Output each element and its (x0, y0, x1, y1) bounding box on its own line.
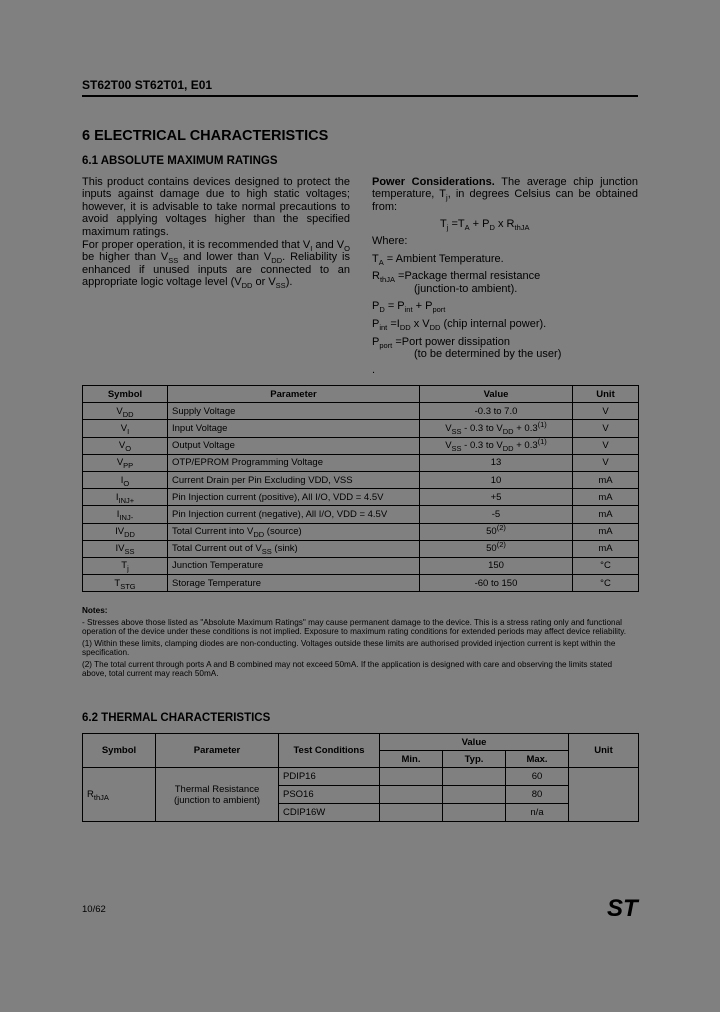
param-cell: Output Voltage (168, 437, 420, 454)
value-cell: 13 (420, 454, 573, 471)
col-parameter: Parameter (156, 734, 279, 768)
table-row (83, 454, 639, 471)
value-cell: -0.3 to 7.0 (420, 403, 573, 420)
min-cell (380, 786, 443, 804)
symbol-cell: $T_j$ (83, 557, 168, 574)
col-symbol: Symbol (83, 734, 156, 768)
table-row (83, 768, 639, 786)
paragraph-protection: This product contains devices designed to protect the inputs against damage due to high static voltages; however, it is advisable to take normal precautions to avoid applying voltages higher than the specified maximum ratings. (82, 176, 350, 238)
unit-cell: mA (573, 540, 639, 557)
symbol-cell: $T_{STG}$ (83, 575, 168, 592)
table-row (83, 557, 639, 574)
note-1: (1) Within these limits, clamping diodes are non-conducting. Voltages outside these limits are authorised provided injection current is kept within the specification. (82, 638, 616, 657)
col-max: Max. (506, 751, 569, 768)
table-row (83, 506, 639, 523)
cond-cell: PDIP16 (279, 768, 380, 786)
unit-cell: mA (573, 506, 639, 523)
param-cell: Pin Injection current (negative), All I/O, VDD = 4.5V (168, 506, 420, 523)
notes-block (82, 606, 638, 679)
param-cell: Junction Temperature (168, 557, 420, 574)
cond-cell: PSO16 (279, 786, 380, 804)
symbol-cell: $I_{INJ-}$ (83, 506, 168, 523)
def-pd: $P_D = P_{int} + P_{port}$ (372, 300, 446, 315)
table-row (83, 575, 639, 592)
def-pint: $P_{int} =I_{DD}$ x $V_{DD}$ (chip internal power). (372, 318, 547, 333)
col-unit: Unit (569, 734, 639, 768)
symbol-cell: $V_{PP}$ (83, 454, 168, 471)
symbol-cell: $V_{DD}$ (83, 403, 168, 420)
value-cell: -60 to 150 (420, 575, 573, 592)
def-rthja-cont: (junction-to ambient). (414, 283, 518, 295)
symbol-cell: $IV_{DD}$ (83, 523, 168, 540)
col-symbol: Symbol (83, 386, 168, 403)
note-stress: - Stresses above those listed as "Absolute Maximum Ratings" may cause permanent damage to the device. This is a stress rating only and functional operation of the device under these conditions is not implied. Exposure to maximum rating conditions for extended periods may affect device reliability. (82, 617, 627, 636)
param-cell: Total Current into $V_{DD}$ (source) (168, 523, 420, 540)
symbol-cell: $R_{thJA}$ (83, 768, 156, 822)
col-test-conditions: Test Conditions (279, 734, 380, 768)
symbol-cell: $V_I$ (83, 420, 168, 437)
symbol-cell: $I_O$ (83, 471, 168, 488)
min-cell (380, 804, 443, 822)
subsection-title-thermal: 6.2 THERMAL CHARACTERISTICS (82, 712, 271, 724)
def-pport-cont: (to be determined by the user) (414, 348, 562, 360)
value-cell: 150 (420, 557, 573, 574)
def-pport: $P_{port}$ =Port power dissipation (372, 336, 510, 351)
col-unit: Unit (573, 386, 639, 403)
thermal-table (82, 733, 639, 822)
symbol-cell: $V_O$ (83, 437, 168, 454)
param-cell: Total Current out of $V_{SS}$ (sink) (168, 540, 420, 557)
typ-cell (443, 804, 506, 822)
table-row (83, 471, 639, 488)
unit-cell: V (573, 420, 639, 437)
stray-dot: . (372, 364, 376, 376)
col-min: Min. (380, 751, 443, 768)
symbol-cell: $IV_{SS}$ (83, 540, 168, 557)
value-cell: 50$^{(2)}$ (420, 523, 573, 540)
section-title: 6 ELECTRICAL CHARACTERISTICS (82, 128, 329, 144)
param-cell: Current Drain per Pin Excluding VDD, VSS (168, 471, 420, 488)
unit-cell: V (573, 454, 639, 471)
param-cell: Storage Temperature (168, 575, 420, 592)
unit-cell: mA (573, 471, 639, 488)
col-parameter: Parameter (168, 386, 420, 403)
param-cell: Pin Injection current (positive), All I/O, VDD = 4.5V (168, 489, 420, 506)
header-rule (82, 95, 638, 97)
col-value: Value (420, 386, 573, 403)
param-cell: Supply Voltage (168, 403, 420, 420)
running-header: ST62T00 ST62T01, E01 (82, 78, 213, 92)
absolute-max-table (82, 385, 639, 592)
table-row (83, 540, 639, 557)
unit-cell: °C (573, 557, 639, 574)
unit-cell: V (573, 437, 639, 454)
table-row (83, 437, 639, 454)
max-cell: n/a (506, 804, 569, 822)
where-label: Where: (372, 235, 408, 247)
unit-cell: mA (573, 489, 639, 506)
table-row (83, 403, 639, 420)
st-logo (604, 894, 640, 920)
table-header-row (83, 734, 639, 751)
typ-cell (443, 786, 506, 804)
unit-cell: mA (573, 523, 639, 540)
symbol-cell: $I_{INJ+}$ (83, 489, 168, 506)
param-cell: Input Voltage (168, 420, 420, 437)
subsection-title-absolute-max: 6.1 ABSOLUTE MAXIMUM RATINGS (82, 155, 278, 167)
min-cell (380, 768, 443, 786)
typ-cell (443, 768, 506, 786)
st-logo-text: ST (607, 895, 638, 920)
value-cell: +5 (420, 489, 573, 506)
value-cell: $V_{SS} - 0.3$ to $V_{DD} + 0.3^{(1)}$ (420, 437, 573, 454)
unit-cell: V (573, 403, 639, 420)
col-value: Value (380, 734, 569, 751)
equation-tj: $T_j =T_A + P_D$ x $R_{thJA}$ (440, 218, 530, 233)
table-row (83, 420, 639, 437)
max-cell: 80 (506, 786, 569, 804)
paragraph-power: Power Considerations. The average chip junction temperature, $T_j$, in degrees Celsius can be obtained from: (372, 176, 638, 213)
page-number: 10/62 (82, 904, 106, 915)
param-cell: Thermal Resistance (junction to ambient) (156, 768, 279, 822)
paragraph-operation: For proper operation, it is recommended that $V_I$ and $V_O$ be higher than $V_{SS}$ and lower than $V_{DD}$. Reliability is enhanced if unused inputs are connected to an appropriate logic voltage level ($V_{DD}$ or $V_{SS}$). (82, 239, 350, 291)
value-cell: $V_{SS} - 0.3$ to $V_{DD} + 0.3^{(1)}$ (420, 420, 573, 437)
notes-title: Notes: (82, 606, 108, 615)
cond-cell: CDIP16W (279, 804, 380, 822)
unit-cell: °C (573, 575, 639, 592)
value-cell: -5 (420, 506, 573, 523)
table-row (83, 489, 639, 506)
table-row (83, 523, 639, 540)
value-cell: 10 (420, 471, 573, 488)
col-typ: Typ. (443, 751, 506, 768)
max-cell: 60 (506, 768, 569, 786)
param-cell: OTP/EPROM Programming Voltage (168, 454, 420, 471)
unit-cell (569, 768, 639, 822)
def-rthja: $R_{thJA}$ =Package thermal resistance (372, 270, 541, 285)
note-2: (2) The total current through ports A and B combined may not exceed 50mA. If the application is designed with care and observing the limits stated above, total current may reach 50mA. (82, 659, 613, 678)
def-ta: $T_A$ = Ambient Temperature. (372, 253, 504, 268)
table-header-row (83, 386, 639, 403)
value-cell: 50$^{(2)}$ (420, 540, 573, 557)
